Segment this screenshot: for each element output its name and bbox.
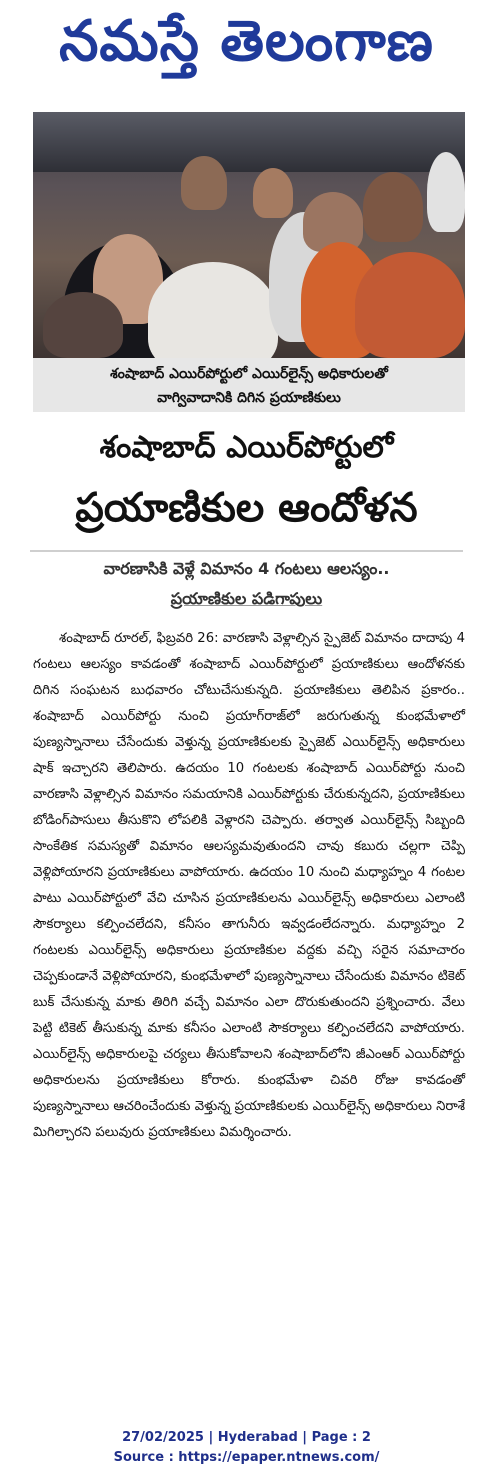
photo-figure: [181, 156, 227, 210]
photo-figure: [363, 172, 423, 242]
photo-figure: [253, 168, 293, 218]
subdeck: [40, 554, 453, 614]
photo-background: [33, 112, 465, 172]
photo-caption-line: వాగ్వివాదానికి దిగిన ప్రయాణికులు: [157, 390, 341, 406]
news-photo: [33, 112, 465, 358]
photo-figure: [355, 252, 465, 358]
footer-source-line: Source : https://epaper.ntnews.com/: [113, 1450, 380, 1465]
subdeck-line: వారణాసికి వెళ్లే విమానం 4 గంటలు ఆలస్యం..: [103, 559, 390, 578]
photo-figure: [148, 262, 278, 358]
footer-date-line: 27/02/2025 | Hyderabad | Page : 2: [122, 1430, 371, 1445]
headline-line-2: ప్రయాణికుల ఆందోళన: [75, 485, 418, 531]
photo-figure: [43, 292, 123, 358]
footer: [0, 1428, 493, 1468]
subdeck-line: ప్రయాణికుల పడిగాపులు: [170, 589, 323, 608]
divider: [30, 550, 463, 552]
masthead: నమస్తే తెలంగాణ: [59, 8, 434, 74]
photo-caption: [33, 358, 465, 412]
photo-caption-line: శంషాబాద్ ఎయిర్‌పోర్టులో ఎయిర్‌లైన్స్ అధికారులతో: [110, 366, 388, 382]
photo-figure: [427, 152, 465, 232]
article-body: [33, 626, 465, 1146]
headline-line-1: శంషాబాద్ ఎయిర్‌పోర్టులో: [99, 430, 394, 465]
article-paragraph: శంషాబాద్ రూరల్, ఫిబ్రవరి 26: వారణాసి వెళ్లాల్సిన స్పైజెట్ విమానం దాదాపు 4 గంటలు ఆలస్యం కావడంతో శంషాబాద్ ఎయిర్‌పోర్టులో ప్రయాణికులు ఆందోళనకు దిగిన సంఘటన బుధవారం చోటుచేసుకున్నది. ప్రయాణికులు తెలిపిన ప్రకారం.. శంషాబాద్ ఎయిర్‌పోర్టు నుంచి ప్రయాగ్‌రాజ్‌లో జరుగుతున్న కుంభమేళాలో పుణ్యస్నానాలు చేసేందుకు వెళ్తున్న ప్రయాణికులకు స్పైజెట్ ఎయిర్‌లైన్స్ అధికారులు షాక్ ఇచ్చారని తెలిపారు. ఉదయం 10 గంటలకు శంషాబాద్ ఎయిర్‌పోర్టు నుంచి వారణాసి వెళ్లాల్సిన విమానం సమయానికి ఎయిర్‌పోర్టుకు చేరుకున్నదని, ప్రయాణికులు బోడింగ్‌పాసులు తీసుకొని లోపలికి వెళ్లారని చెప్పారు. తర్వాత ఎయిర్‌లైన్స్ సిబ్బంది సాంకేతిక సమస్యతో విమానం ఆలస్యమవుతుందని చావు కబురు చల్లగా చెప్పి వెళ్లిపోయారని ప్రయాణికులు వాపోయారు. ఉదయం 10 నుంచి మధ్యాహ్నం 4 గంటల పాటు ఎయిర్‌పోర్టులో వేచి చూసిన ప్రయాణికులను ఎయిర్‌లైన్స్ అధికారులు ఎలాంటి సౌకర్యాలు కల్పించలేదని, కనీసం తాగునీరు ఇవ్వడంలేదన్నారు. మధ్యాహ్నం 2 గంటలకు ఎయిర్‌లైన్స్ అధికారులు ప్రయాణికుల వద్దకు వచ్చి సరైన సమాచారం చెప్పకుండానే వెళ్లిపోయారని, కుంభమేళాలో పుణ్యస్నానాలు చేసేందుకు విమానం టికెట్ బుక్ చేసుకున్న మాకు తిరిగి వచ్చే విమానం ఎలా దొరుకుతుందని ప్రశ్నించారు. వేలు పెట్టి టికెట్ తీసుకున్న మాకు కనీసం ఎలాంటి సౌకర్యాలు కల్పించలేదని వాపోయారు. ఎయిర్‌లైన్స్ అధికారులపై చర్యలు తీసుకోవాలని శంషాబాద్‌లోని జీఎంఆర్ ఎయిర్‌పోర్టు అధికారులను ప్రయాణికులు కోరారు. కుంభమేళా చివరి రోజు కావడంతో పుణ్యస్నానాలు ఆచరించేందుకు వెళ్తున్న ప్రయాణికులకు ఎయిర్‌లైన్స్ అధికారులు నిరాశే మిగిల్చారని పలువురు ప్రయాణికులు విమర్శించారు.: [33, 631, 465, 1140]
